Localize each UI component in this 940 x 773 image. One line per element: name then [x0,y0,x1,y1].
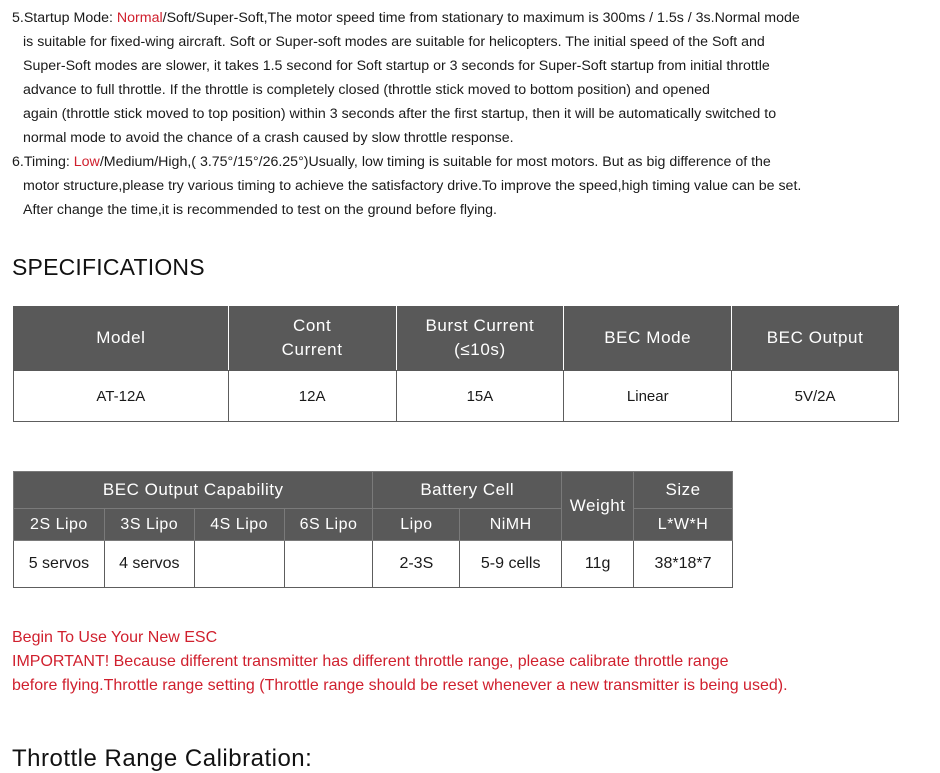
timing-line: After change the time,it is recommended to test on the ground before flying. [23,202,497,218]
header-bec-mode: BEC Mode [564,306,732,371]
cell-4s-lipo [194,541,284,588]
header-bec-output: BEC Output [732,306,899,371]
startup-mode-line: normal mode to avoid the chance of a crash caused by slow throttle response. [23,130,514,146]
timing-label: 6.Timing: [12,154,70,170]
header-4s-lipo: 4S Lipo [194,509,284,541]
startup-mode-line-1 [12,6,912,30]
timing-paragraph [12,150,912,222]
header-burst-current [396,306,564,371]
header-weight: Weight [562,472,634,541]
startup-mode-paragraph [12,6,912,150]
bec-capability-table [13,471,733,588]
header-3s-lipo: 3S Lipo [104,509,194,541]
header-lipo: Lipo [373,509,460,541]
timing-line-1 [12,150,912,174]
bec-table-group-header [14,472,733,509]
startup-mode-line: again (throttle stick moved to top position) within 3 seconds after the first startup, then it will be automatically switched to [23,106,777,122]
header-current-text: Current [281,340,343,359]
timing-text: /Medium/High,( 3.75°/15°/26.25°)Usually, low timing is suitable for most motors. But as big difference of the [99,154,771,170]
startup-mode-line: is suitable for fixed-wing aircraft. Soft or Super-soft modes are suitable for helicopters. The initial speed of the Soft and [23,34,765,50]
header-2s-lipo: 2S Lipo [14,509,105,541]
cell-bec-output: 5V/2A [732,371,899,422]
header-6s-lipo: 6S Lipo [284,509,373,541]
cell-burst-current: 15A [396,371,564,422]
header-nimh: NiMH [460,509,562,541]
header-size: Size [634,472,733,509]
specifications-heading: SPECIFICATIONS [12,254,205,280]
header-cont-current [228,306,396,371]
startup-mode-line: advance to full throttle. If the throttle is completely closed (throttle stick moved to bottom position) and opened [23,82,710,98]
startup-mode-line: Super-Soft modes are slower, it takes 1.5 second for Soft startup or 3 seconds for Super-Soft startup from initial throttle [23,58,770,74]
header-model: Model [14,306,229,371]
spec-table-header [14,306,899,371]
startup-mode-label: 5.Startup Mode: [12,10,113,26]
header-burst-text: Burst Current [425,316,535,335]
table-row [14,541,733,588]
cell-2s-lipo: 5 servos [14,541,105,588]
cell-size: 38*18*7 [634,541,733,588]
notice-line: IMPORTANT! Because different transmitter has different throttle range, please calibrate throttle range [12,653,729,670]
timing-line: motor structure,please try various timing to achieve the satisfactory drive.To improve the speed,high timing value can be set. [23,178,802,194]
table-row [14,371,899,422]
timing-highlight: Low [73,154,100,170]
cell-cont-current: 12A [228,371,396,422]
spec-table [13,305,899,422]
cell-bec-mode: Linear [564,371,732,422]
cell-model: AT-12A [14,371,229,422]
important-notice [12,626,788,698]
throttle-calibration-heading: Throttle Range Calibration: [12,745,313,772]
header-cont-text: Cont [292,316,332,335]
startup-mode-highlight: Normal [116,10,163,26]
cell-nimh: 5-9 cells [460,541,562,588]
header-bec-output-capability: BEC Output Capability [14,472,373,509]
cell-lipo: 2-3S [373,541,460,588]
notice-title: Begin To Use Your New ESC [12,629,218,646]
notice-line: before flying.Throttle range setting (Throttle range should be reset whenever a new transmitter is being used). [12,677,788,694]
header-battery-cell: Battery Cell [373,472,562,509]
cell-weight: 11g [562,541,634,588]
cell-6s-lipo [284,541,373,588]
header-burst-duration: (≤10s) [454,340,506,359]
startup-mode-text: /Soft/Super-Soft,The motor speed time from stationary to maximum is 300ms / 1.5s / 3s.Normal mode [162,10,800,26]
cell-3s-lipo: 4 servos [104,541,194,588]
header-lwh: L*W*H [634,509,733,541]
